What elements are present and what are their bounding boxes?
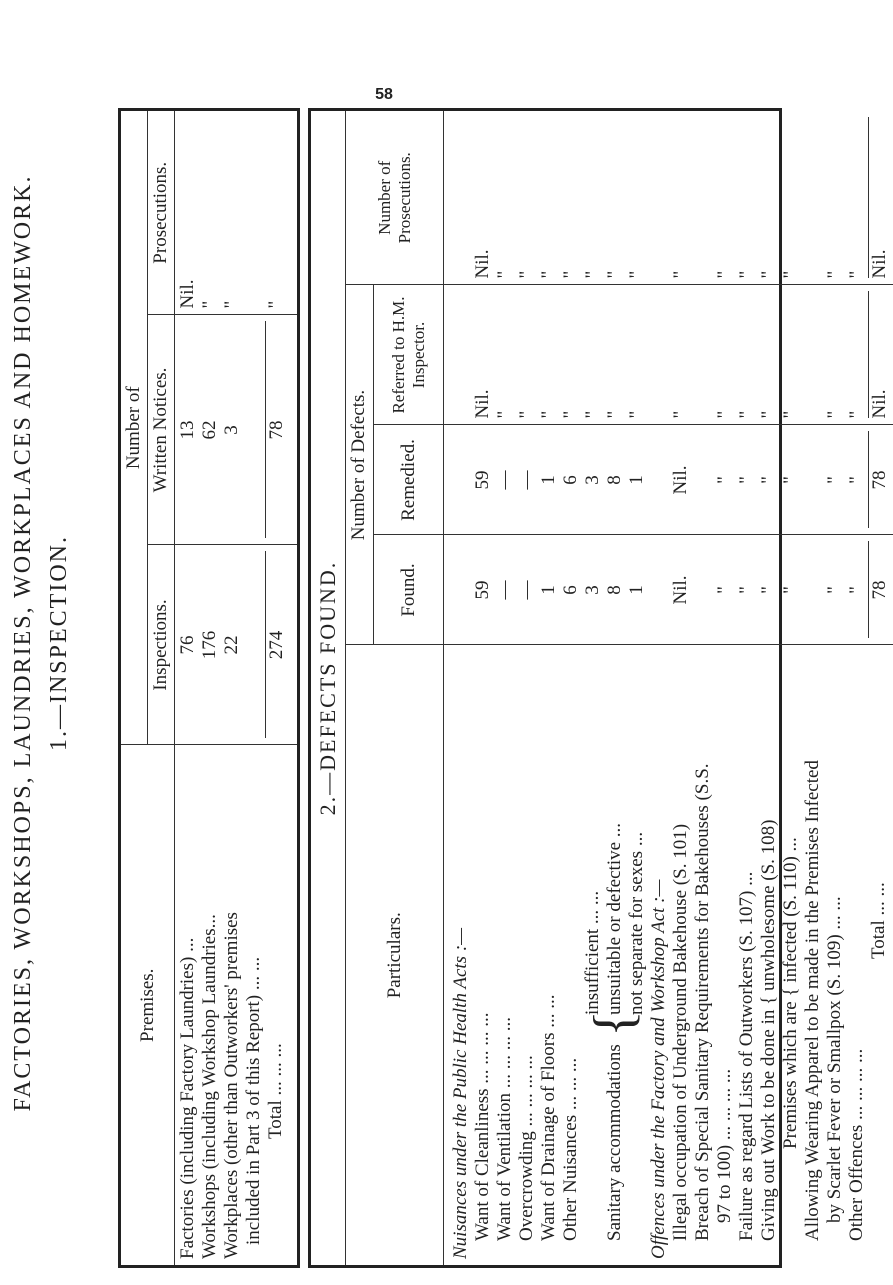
cell-value: Nil. — [472, 389, 493, 419]
sanitary-label: Sanitary accommodations — [604, 1044, 625, 1241]
cell-value: " — [560, 270, 581, 279]
list-item: unsuitable or defective ... — [604, 822, 625, 1015]
cell-value: 8 — [604, 585, 625, 595]
prosecutions-header: Prosecutions. — [148, 111, 175, 315]
page-title: FACTORIES, WORKSHOPS, LAUNDRIES, WORKPLACES AND HOMEWORK. — [10, 174, 36, 1112]
list-item: Illegal occupation of Underground Bakehouse (S. 101) — [670, 823, 691, 1241]
number-of-prosecutions-header: Number of Prosecutions. — [346, 111, 444, 285]
list-item: Want of Drainage of Floors ... ... — [538, 994, 559, 1241]
list-item: Want of Ventilation ... ... ... ... — [494, 1017, 515, 1241]
cell-value: " — [758, 270, 779, 279]
cell-value: " — [824, 476, 845, 484]
cell-value: " — [780, 586, 801, 594]
cell-value: " — [516, 410, 537, 419]
cell-value: 3 — [582, 475, 603, 485]
inspection-table — [118, 108, 300, 1268]
sanitary-group — [582, 652, 648, 1260]
cell-value: " — [758, 410, 779, 419]
cell-value: " — [846, 410, 867, 419]
table-row: Factories (including Factory Laundries) ... — [177, 937, 198, 1259]
cell-value: Nil. — [670, 465, 691, 495]
cell-value: " — [626, 410, 647, 419]
cell-value: " — [780, 410, 801, 419]
cell-value: 1 — [538, 585, 559, 595]
table-row: Total ... ... ... — [265, 1043, 286, 1139]
cell-value: " — [736, 476, 757, 484]
cell-value: " — [604, 410, 625, 419]
cell-value: " — [736, 586, 757, 594]
list-item: Failure as regard Lists of Outworkers (S. 107) ... — [736, 871, 757, 1241]
list-item: not separate for sexes ... — [626, 831, 647, 1015]
cell-value: " — [494, 270, 515, 279]
remedied-header: Remedied. — [374, 425, 444, 535]
cell-value: 6 — [560, 585, 581, 595]
cell-value: " — [582, 270, 603, 279]
cell-value: " — [494, 410, 515, 419]
cell-value: " — [758, 586, 779, 594]
cell-value: " — [265, 300, 286, 309]
cell-value: 78 — [265, 322, 288, 539]
cell-value: 1 — [538, 475, 559, 485]
cell-value: " — [516, 270, 537, 279]
table-row: included in Part 3 of this Report) ... ... — [243, 956, 264, 1245]
list-item: Premises which are { infected (S. 110) ... — [780, 837, 801, 1149]
total-value: Nil. — [868, 117, 891, 279]
cell-value: 1 — [626, 475, 647, 485]
cell-value: " — [846, 476, 867, 484]
cell-value: — — [516, 580, 537, 600]
table-row: Workshops (including Workshop Laundries... — [199, 914, 220, 1259]
cell-value: Nil. — [670, 575, 691, 605]
list-item: by Scarlet Fever or Smallpox (S. 109) ... ... — [824, 896, 845, 1223]
cell-value: " — [560, 410, 581, 419]
cell-value: " — [538, 410, 559, 419]
cell-value: " — [221, 300, 242, 309]
cell-value: — — [494, 580, 515, 600]
cell-value: " — [736, 410, 757, 419]
cell-value: " — [780, 476, 801, 484]
total-value: 78 — [868, 432, 891, 529]
rotated-page-content — [6, 8, 890, 1278]
section-2-heading: 2.—DEFECTS FOUND. — [311, 111, 346, 1265]
cell-value: 1 — [626, 585, 647, 595]
cell-value: " — [199, 300, 220, 309]
list-item: Giving out Work to be done in { unwholesome (S. 108) — [758, 819, 779, 1241]
cell-value: " — [670, 410, 691, 419]
cell-value: 176 — [199, 630, 220, 660]
brace-icon: { — [583, 1010, 645, 1037]
particulars-header: Particulars. — [383, 912, 405, 999]
found-header: Found. — [374, 535, 444, 645]
total-value: Nil. — [868, 292, 891, 419]
cell-value: " — [780, 270, 801, 279]
cell-value: " — [538, 270, 559, 279]
cell-value: Nil. — [472, 249, 493, 279]
list-item: Other Offences ... ... ... ... — [846, 1048, 867, 1241]
cell-value: " — [714, 270, 735, 279]
cell-value: " — [604, 270, 625, 279]
number-of-header: Number of — [121, 111, 148, 745]
group-heading: Nuisances under the Public Health Acts :— — [450, 927, 471, 1259]
page-number: 58 — [375, 86, 393, 103]
list-item: Other Nuisances ... ... ... — [560, 1057, 581, 1241]
cell-value — [243, 322, 265, 539]
cell-value: " — [824, 586, 845, 594]
cell-value: " — [714, 410, 735, 419]
premises-header: Premises. — [136, 968, 158, 1042]
cell-value: 59 — [472, 580, 493, 600]
list-item: Want of Cleanliness ... ... ... ... — [472, 1012, 493, 1241]
cell-value — [243, 117, 265, 309]
cell-value: 62 — [199, 420, 220, 440]
cell-value: " — [714, 586, 735, 594]
cell-value: " — [824, 270, 845, 279]
cell-value: " — [824, 410, 845, 419]
cell-value: " — [846, 270, 867, 279]
cell-value: 8 — [604, 475, 625, 485]
list-item: Overcrowding ... ... ... ... — [516, 1055, 537, 1241]
group-heading: Offences under the Factory and Workshop Act :— — [648, 879, 669, 1259]
cell-value: Nil. — [177, 279, 198, 309]
referred-header: Referred to H.M. Inspector. — [374, 285, 444, 425]
cell-value: " — [582, 410, 603, 419]
cell-value: 3 — [221, 425, 242, 435]
cell-value: — — [494, 470, 515, 490]
cell-value: 59 — [472, 470, 493, 490]
cell-value: 13 — [177, 420, 198, 440]
defects-table — [308, 108, 890, 1268]
notices-header: Written Notices. — [148, 315, 175, 545]
cell-value — [243, 552, 265, 739]
list-item: 97 to 100) ... ... ... ... — [714, 1068, 735, 1223]
table-row: Workplaces (other than Outworkers' premises — [221, 912, 242, 1259]
cell-value: 22 — [221, 635, 242, 655]
cell-value: " — [758, 476, 779, 484]
cell-value: — — [516, 470, 537, 490]
list-item: insufficient ... ... — [582, 890, 603, 1015]
list-item: Allowing Wearing Apparel to be made in the Premises Infected — [802, 760, 823, 1241]
cell-value: 274 — [265, 552, 288, 739]
list-item: Breach of Special Sanitary Requirements for Bakehouses (S.S. — [692, 763, 713, 1241]
cell-value: 76 — [177, 635, 198, 655]
cell-value: " — [670, 270, 691, 279]
inspections-header: Inspections. — [148, 545, 175, 745]
cell-value: " — [714, 476, 735, 484]
cell-value: 6 — [560, 475, 581, 485]
cell-value: " — [736, 270, 757, 279]
cell-value: " — [846, 586, 867, 594]
section-1-heading: 1.—INSPECTION. — [46, 535, 72, 752]
number-of-defects-header: Number of Defects. — [346, 285, 374, 645]
total-value: 78 — [868, 542, 891, 639]
cell-value: " — [626, 270, 647, 279]
cell-value: 3 — [582, 585, 603, 595]
total-label: Total ... ... — [868, 882, 889, 959]
